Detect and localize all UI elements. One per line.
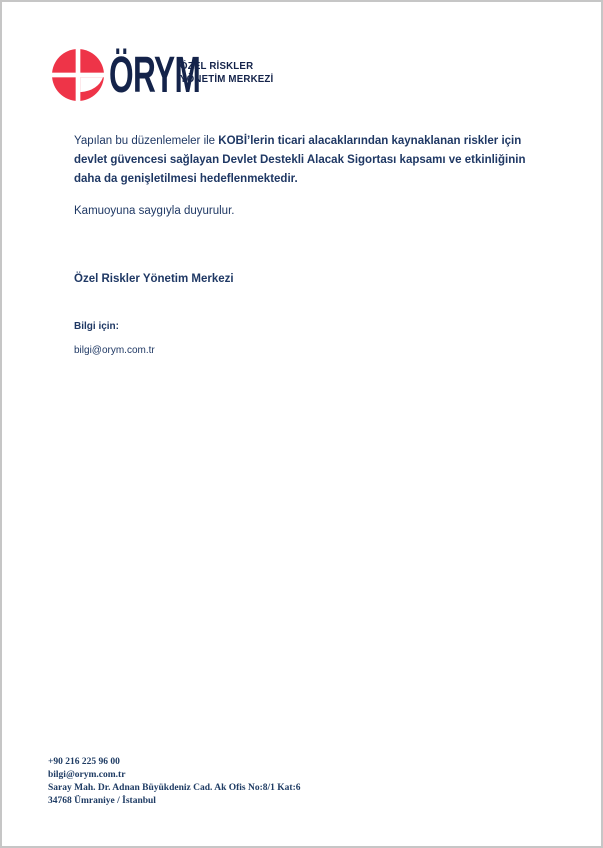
footer-address-line2: 34768 Ümraniye / İstanbul bbox=[48, 796, 156, 806]
footer-address-line1: Saray Mah. Dr. Adnan Büyükdeniz Cad. Ak Ofis No:8/1 Kat:6 bbox=[48, 783, 301, 793]
footer-email: bilgi@orym.com.tr bbox=[48, 770, 126, 780]
orym-wordmark: ÖRYM bbox=[109, 46, 201, 103]
signature-line: Özel Riskler Yönetim Merkezi bbox=[74, 273, 234, 285]
closing-line: Kamuoyuna saygıyla duyurulur. bbox=[74, 205, 235, 217]
page-footer bbox=[48, 756, 301, 808]
footer-phone: +90 216 225 96 00 bbox=[48, 757, 120, 767]
info-email: bilgi@orym.com.tr bbox=[74, 345, 155, 356]
orym-logo-icon bbox=[52, 49, 104, 101]
orym-tagline bbox=[180, 60, 273, 86]
announcement-paragraph bbox=[74, 132, 534, 189]
info-label: Bilgi için: bbox=[74, 321, 119, 332]
paragraph-lead-text: Yapılan bu düzenlemeler ile bbox=[74, 134, 219, 147]
orym-logo bbox=[52, 46, 274, 103]
orym-tagline-line1: ÖZEL RİSKLER bbox=[180, 61, 254, 72]
paragraph-emphasis-text: KOBİ’lerin ticari alacaklarından kaynaklanan riskler için devlet güvencesi sağlayan Devlet Destekli Alacak Sigortası kapsamı ve etkinliğinin daha da genişletilmesi hedeflenmektedir. bbox=[74, 134, 526, 185]
orym-tagline-line2: YÖNETİM MERKEZİ bbox=[180, 74, 274, 85]
